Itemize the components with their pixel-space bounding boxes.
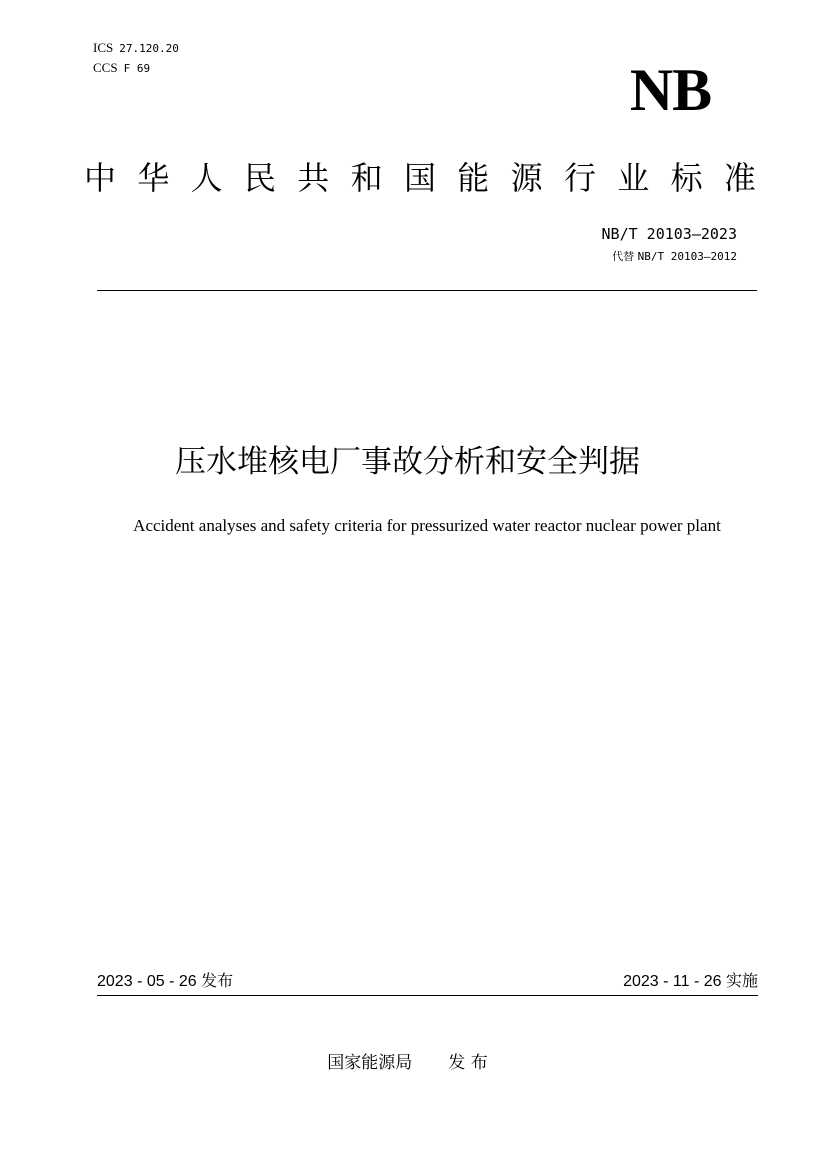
ccs-code: F 69 xyxy=(123,62,151,75)
standard-type-char: 准 xyxy=(723,159,756,197)
standard-type-char: 中 xyxy=(83,159,116,197)
standard-type-char: 行 xyxy=(563,159,596,197)
standard-type-heading xyxy=(80,156,760,200)
nb-logo: NB xyxy=(629,57,712,123)
issuer-action: 发 布 xyxy=(448,1053,488,1073)
header-divider xyxy=(97,290,757,291)
standard-type-char: 能 xyxy=(457,159,490,197)
standard-type-char: 业 xyxy=(617,159,650,197)
standard-type-char: 华 xyxy=(137,159,170,197)
ccs-classification xyxy=(93,60,150,77)
standard-type-char: 民 xyxy=(243,159,276,197)
publish-date: 2023 - 05 - 26 发布 xyxy=(97,973,234,990)
replaces-label: 代替 xyxy=(612,250,635,263)
footer-divider xyxy=(97,995,758,996)
standard-type-char: 源 xyxy=(510,159,543,197)
effective-date: 2023 - 11 - 26 实施 xyxy=(623,973,758,990)
standard-type-char: 共 xyxy=(297,159,330,197)
ics-classification xyxy=(93,40,179,57)
ics-code: 27.120.20 xyxy=(119,42,179,55)
standard-type-char: 人 xyxy=(190,159,223,197)
issuer-line xyxy=(0,1050,815,1076)
replaces-note xyxy=(612,249,737,265)
standard-type-char: 和 xyxy=(350,159,383,197)
ics-label: ICS xyxy=(93,40,114,55)
standard-number: NB/T 20103—2023 xyxy=(601,225,737,243)
standard-type-char: 国 xyxy=(403,159,436,197)
replaces-code: NB/T 20103—2012 xyxy=(637,250,737,263)
issuer-name: 国家能源局 xyxy=(327,1053,413,1073)
document-title-chinese: 压水堆核电厂事故分析和安全判据 xyxy=(175,444,640,480)
document-title-english: Accident analyses and safety criteria for pressurized water reactor nuclear power plant xyxy=(133,516,721,535)
standard-type-char: 标 xyxy=(670,159,703,197)
ccs-label: CCS xyxy=(93,60,118,75)
